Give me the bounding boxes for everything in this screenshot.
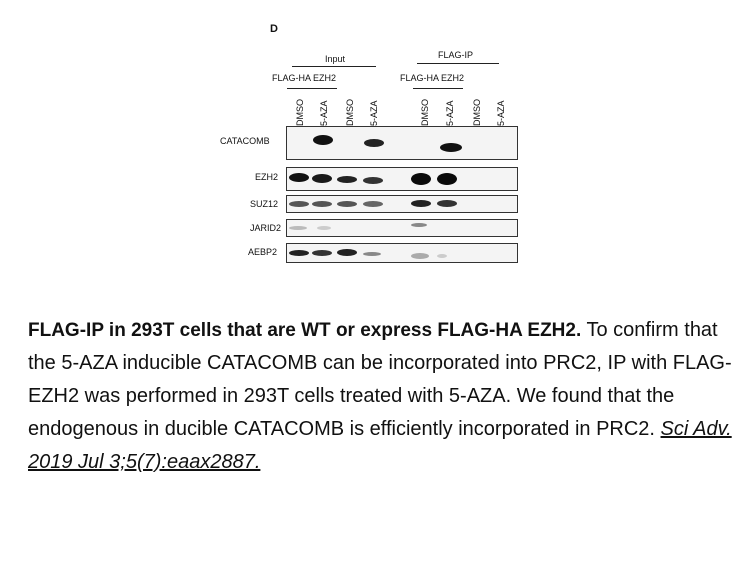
row-label-suz12: SUZ12 bbox=[250, 199, 279, 209]
blot-jarid2 bbox=[286, 219, 518, 237]
blot-ezh2 bbox=[286, 167, 518, 191]
band bbox=[337, 249, 357, 256]
input-sublabel: FLAG-HA EZH2 bbox=[272, 73, 337, 83]
panel-letter: D bbox=[270, 23, 278, 35]
row-label-catacomb: CATACOMB bbox=[220, 136, 270, 146]
citation-link[interactable]: Sci Adv. 2019 Jul 3;5(7):eaax2887. bbox=[28, 418, 732, 473]
lane-label: DMSO bbox=[345, 99, 355, 126]
input-sub-rule bbox=[287, 88, 337, 89]
flagip-sub-rule bbox=[413, 88, 463, 89]
band bbox=[337, 176, 357, 183]
band bbox=[312, 201, 332, 207]
band bbox=[312, 250, 332, 256]
lane-label: 5-AZA bbox=[496, 100, 506, 126]
lane-label: 5-AZA bbox=[445, 100, 455, 126]
band bbox=[337, 201, 357, 207]
flagip-sublabel: FLAG-HA EZH2 bbox=[400, 73, 465, 83]
input-group-title: Input bbox=[325, 54, 346, 64]
band bbox=[437, 254, 447, 258]
caption bbox=[28, 314, 738, 479]
band bbox=[411, 173, 431, 185]
lane-label: 5-AZA bbox=[319, 100, 329, 126]
band bbox=[411, 200, 431, 207]
band bbox=[364, 139, 384, 147]
band bbox=[440, 143, 462, 152]
lane-label: 5-AZA bbox=[369, 100, 379, 126]
blot-suz12 bbox=[286, 195, 518, 213]
band bbox=[411, 223, 427, 227]
lane-label: DMSO bbox=[420, 99, 430, 126]
band bbox=[289, 250, 309, 256]
band bbox=[437, 173, 457, 185]
band bbox=[313, 135, 333, 145]
band bbox=[289, 173, 309, 182]
band bbox=[289, 201, 309, 207]
lane-label: DMSO bbox=[295, 99, 305, 126]
band bbox=[411, 253, 429, 259]
blot-catacomb bbox=[286, 126, 518, 160]
band bbox=[363, 201, 383, 207]
lane-label: DMSO bbox=[472, 99, 482, 126]
input-rule bbox=[292, 66, 376, 67]
band bbox=[289, 226, 307, 230]
band bbox=[437, 200, 457, 207]
band bbox=[312, 174, 332, 183]
row-label-aebp2: AEBP2 bbox=[248, 247, 278, 257]
blot-aebp2 bbox=[286, 243, 518, 263]
caption-body: To confirm that the 5-AZA inducible CATACOMB can be incorporated into PRC2, IP with FLAG-EZH2 was performed in 293T cells treated with 5-AZA. We found that the endogenous in ducible CATACOMB is efficiently incorporated in PRC2. bbox=[28, 319, 732, 440]
row-label-ezh2: EZH2 bbox=[255, 172, 279, 182]
band bbox=[317, 226, 331, 230]
flagip-group-title: FLAG-IP bbox=[438, 50, 474, 60]
row-label-jarid2: JARID2 bbox=[250, 223, 282, 233]
band bbox=[363, 177, 383, 184]
flagip-rule bbox=[417, 63, 499, 64]
band bbox=[363, 252, 381, 256]
caption-title: FLAG-IP in 293T cells that are WT or express FLAG-HA EZH2. bbox=[28, 320, 582, 341]
